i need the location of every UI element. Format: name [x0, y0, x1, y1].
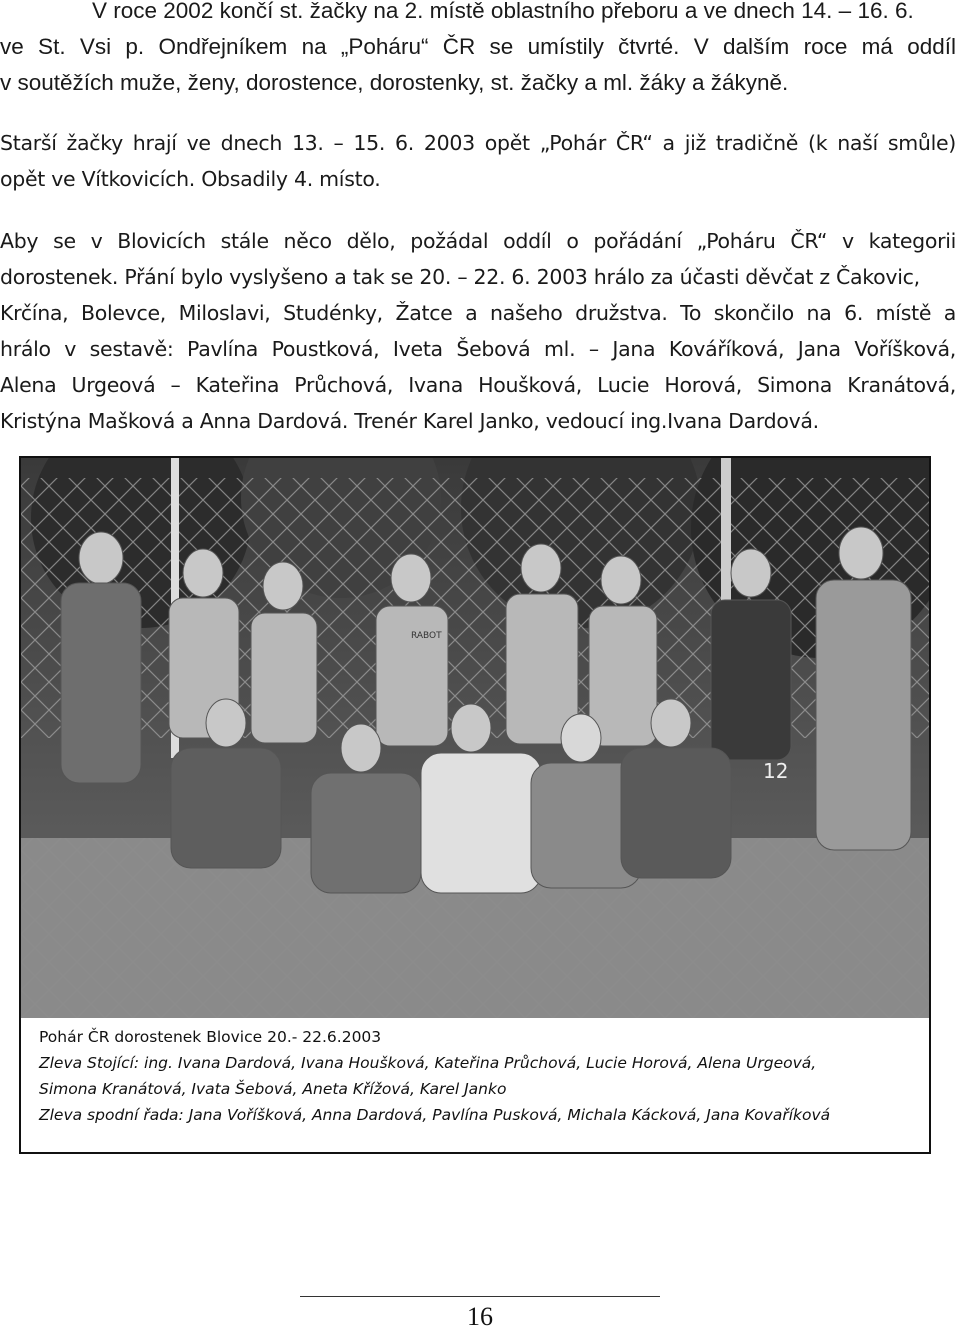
- p3-line-2: dorostenek. Přání bylo vyslyšeno a tak se 20. – 22. 6. 2003 hrálo za účasti děvčat z Čakovic,: [0, 265, 920, 289]
- footer-rule: [300, 1296, 660, 1297]
- photo-caption: [39, 1024, 919, 1128]
- p2-line-2: opět ve Vítkovicích. Obsadily 4. místo.: [0, 167, 381, 191]
- caption-line-bottom-row: Zleva spodní řada: Jana Voříšková, Anna Dardová, Pavlína Pusková, Michala Kácková, Jana Kovaříková: [39, 1106, 831, 1124]
- page-number: 16: [467, 1302, 493, 1331]
- team-photo-illustration: [21, 458, 929, 1018]
- caption-line-standing: Zleva Stojící: ing. Ivana Dardová, Ivana Houšková, Kateřina Průchová, Lucie Horová, Alena Urgeová,: [39, 1054, 817, 1072]
- jersey-text: RABOT: [411, 631, 442, 641]
- team-photo: [21, 458, 929, 1018]
- p1-line-2: ve St. Vsi p. Ondřejníkem na „Poháru“ ČR se umístily čtvrté. V dalším roce má oddíl: [0, 34, 956, 59]
- p3-line-5: Alena Urgeová – Kateřina Průchová, Ivana Houšková, Lucie Horová, Simona Kranátová,: [0, 373, 956, 397]
- photo-frame: [19, 456, 931, 1154]
- caption-title: Pohár ČR dorostenek Blovice 20.- 22.6.2003: [39, 1028, 382, 1046]
- p3-line-4: hrálo v sestavě: Pavlína Poustková, Iveta Šebová ml. – Jana Kováříková, Jana Voříšková,: [0, 337, 956, 361]
- caption-line-standing-cont: Simona Kranátová, Ivata Šebová, Aneta Křížová, Karel Janko: [39, 1080, 507, 1098]
- p1-line-1: V roce 2002 končí st. žačky na 2. místě oblastního přeboru a ve dnech 14. – 16. 6.: [92, 0, 914, 23]
- p2-line-1: Starší žačky hrají ve dnech 13. – 15. 6. 2003 opět „Pohár ČR“ a již tradičně (k naší smůle): [0, 131, 956, 155]
- p1-line-3: v soutěžích muže, ženy, dorostence, dorostenky, st. žačky a ml. žáky a žákyně.: [0, 70, 789, 95]
- p3-line-1: Aby se v Blovicích stále něco dělo, požádal oddíl o pořádání „Poháru ČR“ v kategorii: [0, 229, 956, 253]
- p3-line-3: Krčína, Bolevce, Miloslavi, Studénky, Žatce a našeho družstva. To skončilo na 6. místě a: [0, 301, 956, 325]
- p3-line-6: Kristýna Mašková a Anna Dardová. Trenér Karel Janko, vedoucí ing.Ivana Dardová.: [0, 409, 819, 433]
- jersey-number: 12: [763, 759, 789, 783]
